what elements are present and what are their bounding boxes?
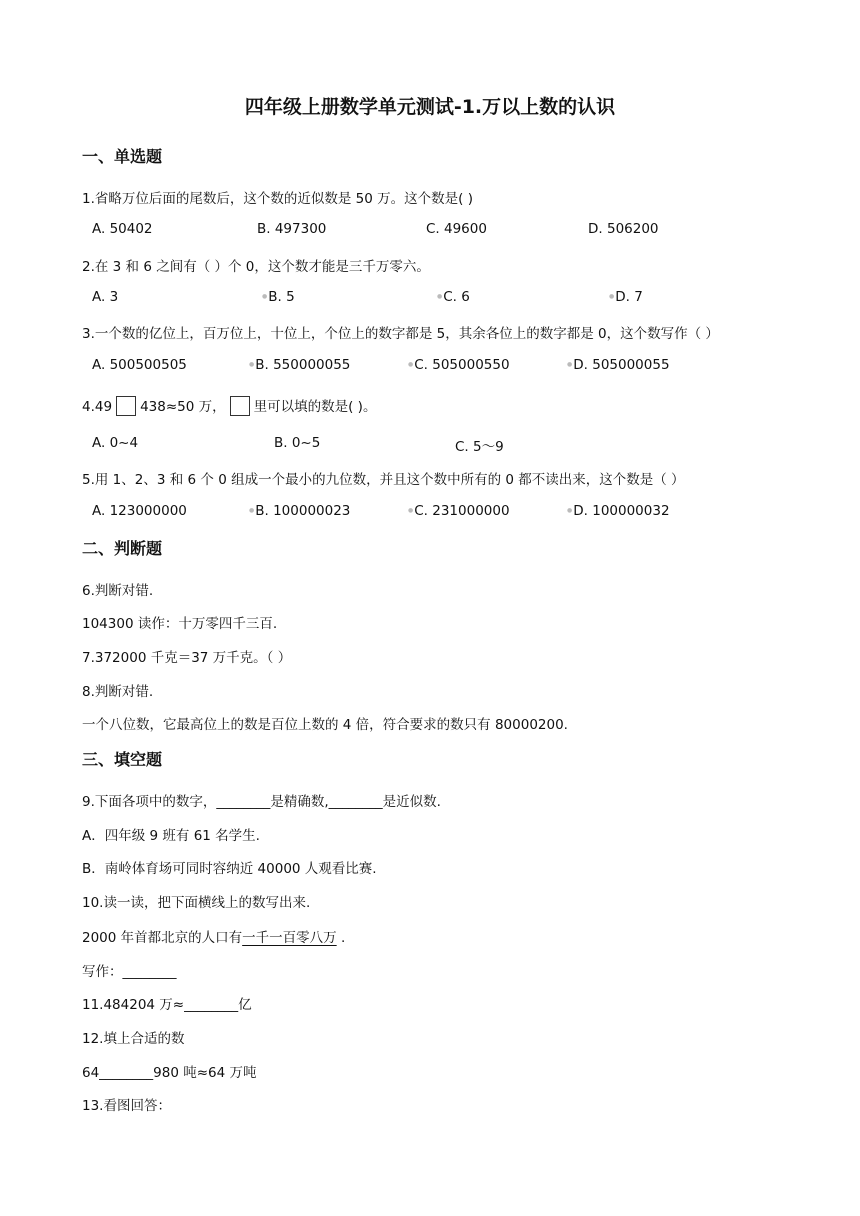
bullet-dot-icon: ● — [249, 507, 255, 514]
question-2-option-d[interactable]: D. 7 — [615, 289, 643, 305]
question-1-option-b[interactable]: B. 497300 — [257, 221, 327, 237]
question-1-option-c[interactable]: C. 49600 — [426, 221, 487, 237]
question-10-line3: 写作：________ — [82, 964, 177, 980]
question-9-line2: A．四年级 9 班有 61 名学生. — [82, 828, 260, 844]
bullet-dot-icon: ● — [262, 293, 268, 300]
question-1-text: 1.省略万位后面的尾数后，这个数的近似数是 50 万。这个数是( ) — [82, 191, 473, 207]
blank-box[interactable] — [230, 396, 250, 416]
blank-box[interactable] — [116, 396, 136, 416]
question-8-line1: 8.判断对错. — [82, 684, 154, 700]
bullet-dot-icon: ● — [408, 507, 414, 514]
question-11-text: 11.484204 万≈________亿 — [82, 997, 252, 1013]
question-9-line1: 9.下面各项中的数字，________是精确数,________是近似数. — [82, 794, 441, 810]
question-5-text: 5.用 1、2、3 和 6 个 0 组成一个最小的九位数，并且这个数中所有的 0 都不读出来，这个数是（ ） — [82, 472, 685, 488]
section-heading-single-choice: 一、单选题 — [82, 147, 163, 166]
question-3-text: 3.一个数的亿位上，百万位上，十位上，个位上的数字都是 5，其余各位上的数字都是 0，这个数写作（ ） — [82, 326, 719, 342]
bullet-dot-icon: ● — [567, 361, 573, 368]
bullet-dot-icon: ● — [437, 293, 443, 300]
underlined-number-words: 一千一百零八万 — [242, 930, 337, 946]
question-10-line2 — [82, 926, 345, 946]
question-10-line2-pre: 2000 年首都北京的人口有 — [82, 930, 243, 946]
question-3-option-d[interactable]: D. 505000055 — [573, 357, 670, 373]
page-title: 四年级上册数学单元测试-1.万以上数的认识 — [244, 96, 616, 118]
question-2-option-c[interactable]: C. 6 — [443, 289, 470, 305]
question-5-option-a[interactable]: A. 123000000 — [92, 503, 187, 519]
question-12-line1: 12.填上合适的数 — [82, 1031, 185, 1047]
question-12-line2: 64________980 吨≈64 万吨 — [82, 1065, 257, 1081]
question-6-line1: 6.判断对错. — [82, 583, 154, 599]
section-heading-true-false: 二、判断题 — [82, 539, 163, 558]
question-6-line2: 104300 读作：十万零四千三百. — [82, 616, 278, 632]
question-5-option-c[interactable]: C. 231000000 — [414, 503, 510, 519]
question-8-line2: 一个八位数，它最高位上的数是百位上数的 4 倍，符合要求的数只有 80000200. — [82, 717, 568, 733]
bullet-dot-icon: ● — [408, 361, 414, 368]
bullet-dot-icon: ● — [609, 293, 615, 300]
question-4-option-b[interactable]: B. 0~5 — [274, 435, 321, 451]
question-4-option-c[interactable]: C. 5～9 — [455, 439, 504, 455]
question-4-part1: 4.49 — [82, 399, 113, 415]
section-heading-fill-in: 三、填空题 — [82, 750, 163, 769]
bullet-dot-icon: ● — [249, 361, 255, 368]
question-1-option-a[interactable]: A. 50402 — [92, 221, 153, 237]
question-4-option-a[interactable]: A. 0~4 — [92, 435, 139, 451]
question-3-option-b[interactable]: B. 550000055 — [255, 357, 351, 373]
question-4-text — [82, 395, 376, 416]
question-3-option-c[interactable]: C. 505000550 — [414, 357, 510, 373]
question-2-option-a[interactable]: A. 3 — [92, 289, 119, 305]
question-10-line2-post: . — [336, 930, 346, 946]
question-1-option-d[interactable]: D. 506200 — [588, 221, 659, 237]
question-2-option-b[interactable]: B. 5 — [268, 289, 295, 305]
question-10-line1: 10.读一读，把下面横线上的数写出来. — [82, 895, 311, 911]
question-13-text: 13.看图回答： — [82, 1098, 171, 1114]
question-2-text: 2.在 3 和 6 之间有（ ）个 0，这个数才能是三千万零六。 — [82, 259, 430, 275]
question-4-part3: 里可以填的数是( )。 — [253, 399, 377, 415]
question-9-line3: B．南岭体育场可同时容纳近 40000 人观看比赛. — [82, 861, 377, 877]
question-4-part2: 438≈50 万， — [140, 399, 226, 415]
bullet-dot-icon: ● — [567, 507, 573, 514]
question-5-option-b[interactable]: B. 100000023 — [255, 503, 351, 519]
question-5-option-d[interactable]: D. 100000032 — [573, 503, 670, 519]
question-7-text: 7.372000 千克＝37 万千克。（ ） — [82, 650, 292, 666]
question-3-option-a[interactable]: A. 500500505 — [92, 357, 187, 373]
